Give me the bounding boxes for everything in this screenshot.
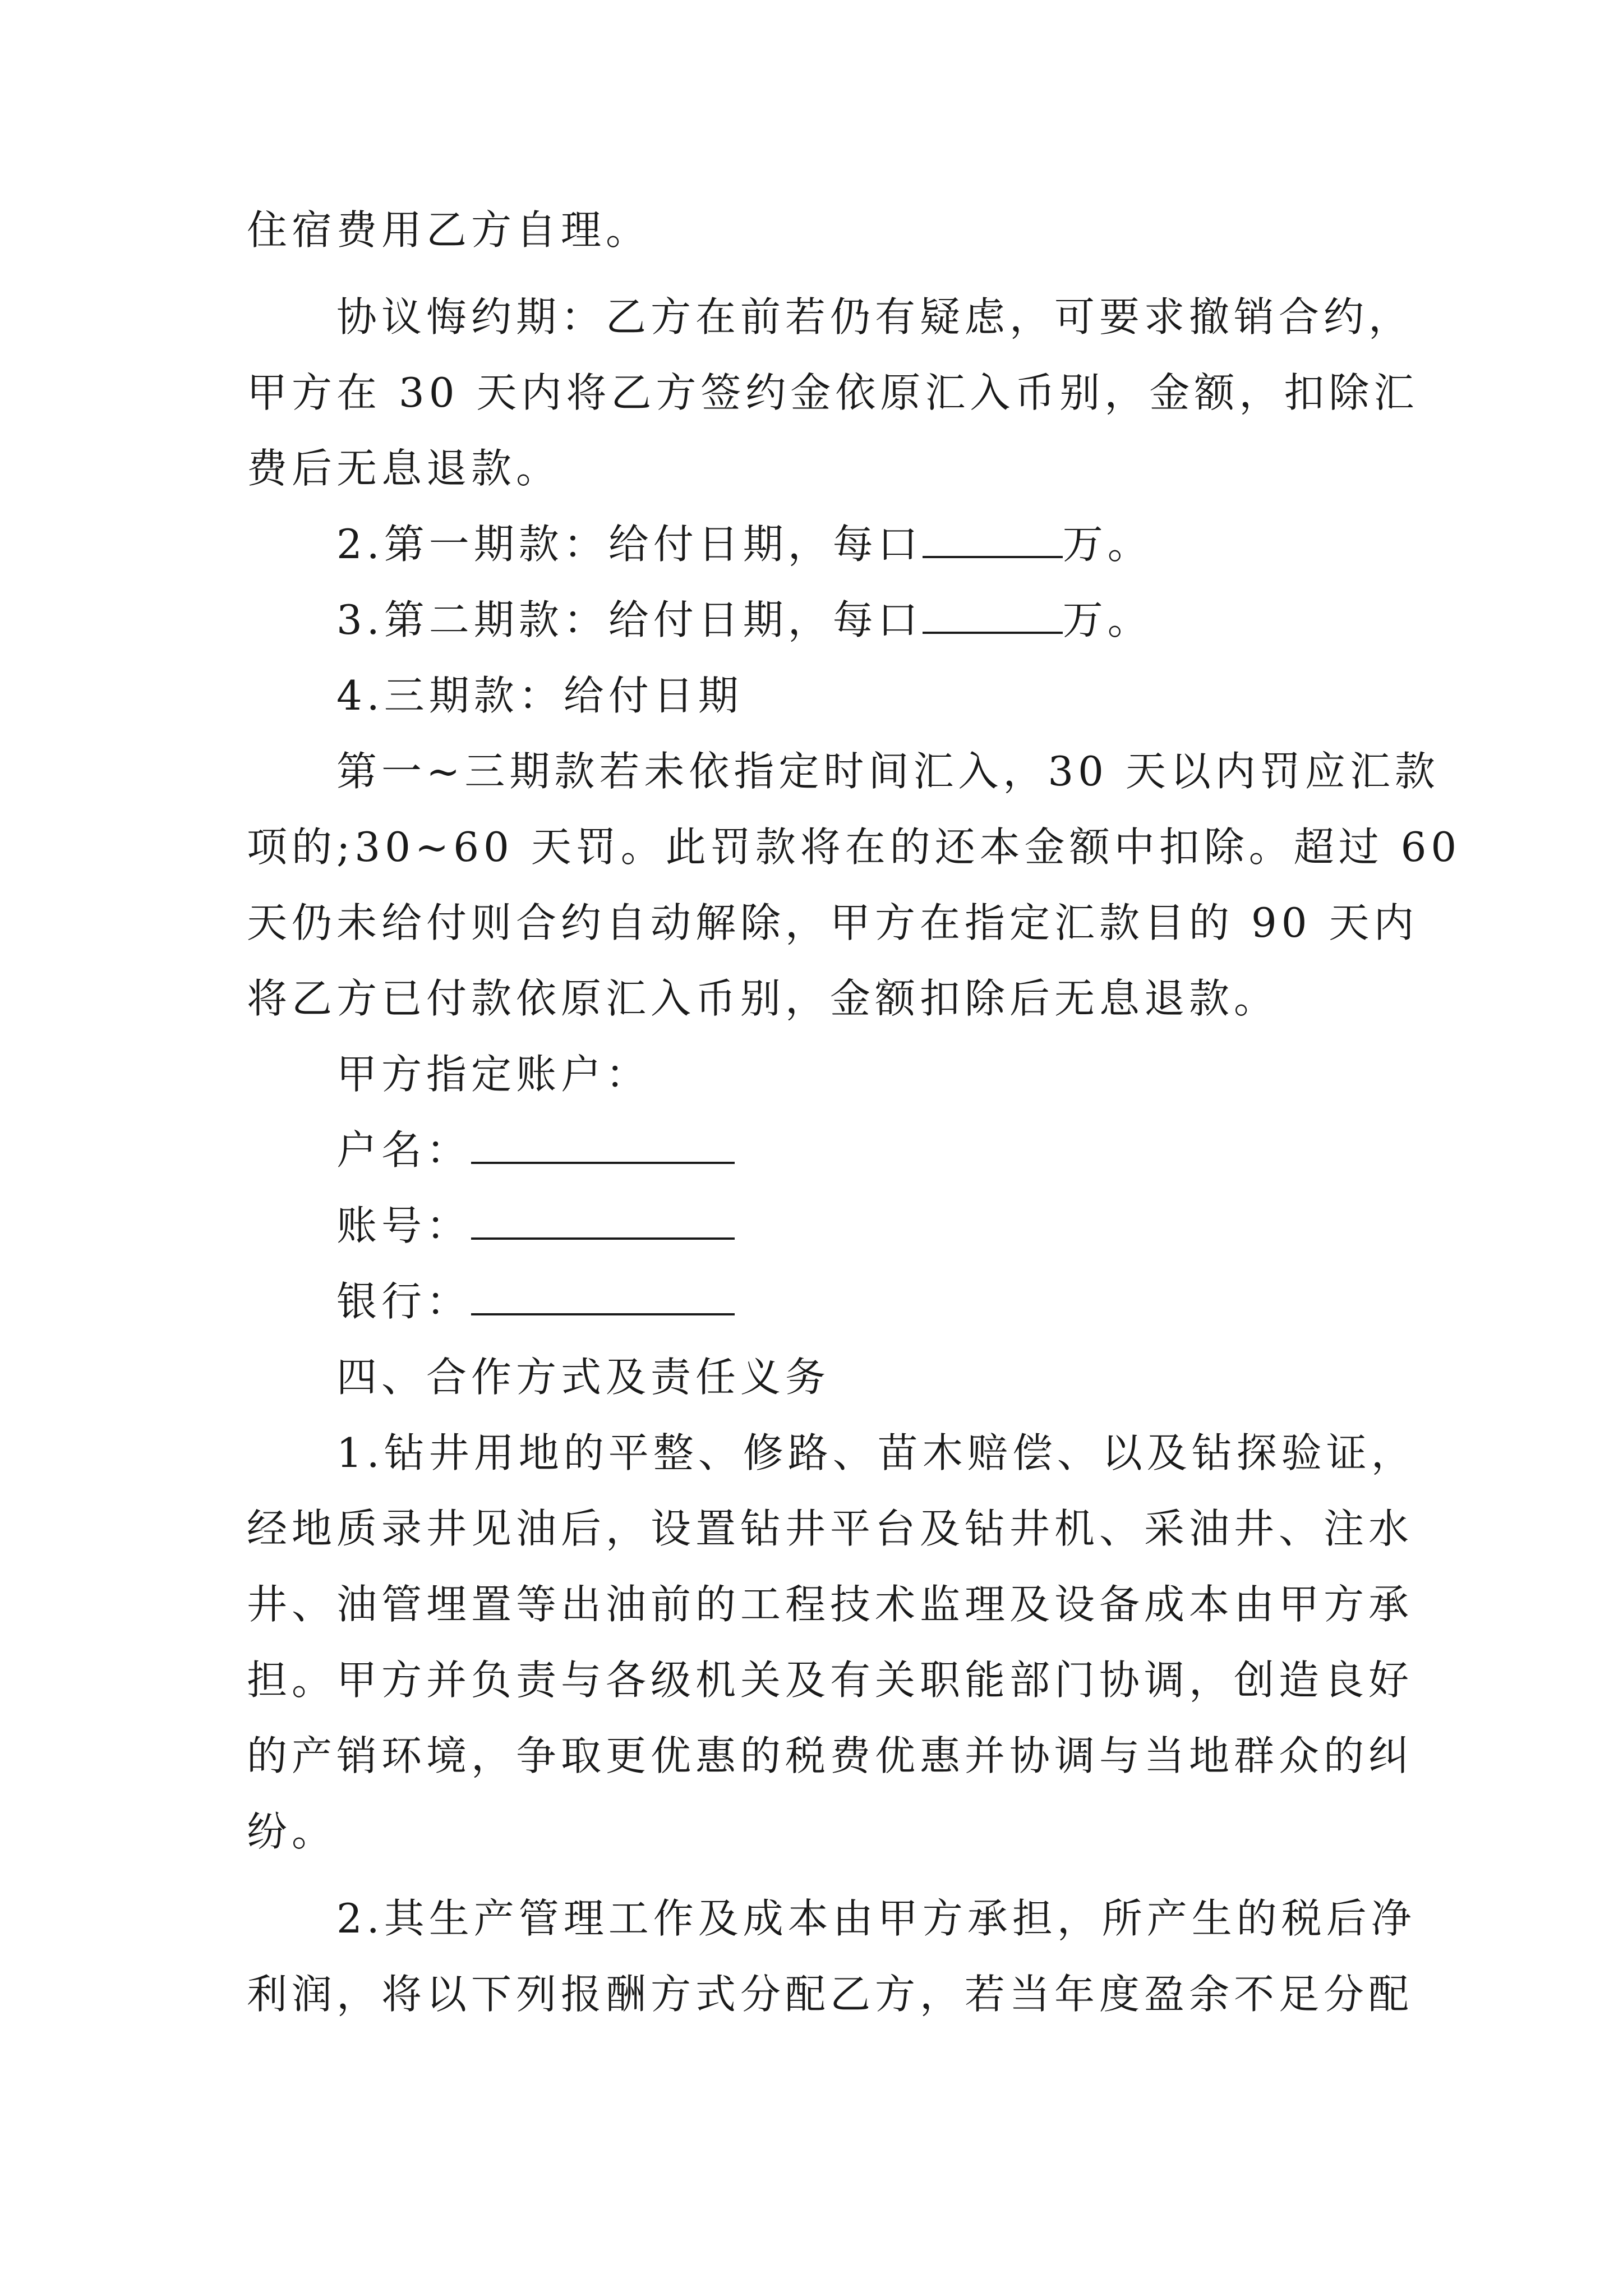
second-installment-blank — [923, 598, 1063, 634]
clause-rescission-period: 协议悔约期：乙方在前若仍有疑虑，可要求撤销合约， — [336, 293, 1414, 341]
late-payment-clause: 第一~三期款若未依指定时间汇入，30 天以内罚应汇款 — [336, 748, 1440, 795]
designated-account-heading: 甲方指定账户： — [336, 1051, 651, 1098]
text-line: 担。甲方并负责与各级机关及有关职能部门协调，创造良好 — [247, 1657, 1414, 1704]
account-number-row — [336, 1198, 735, 1254]
text-line: 项的;30~60 天罚。此罚款将在的还本金额中扣除。超过 60 — [247, 823, 1461, 871]
first-installment-blank — [923, 522, 1063, 558]
text-line: 住宿费用乙方自理。 — [247, 206, 651, 254]
first-installment-unit: 万。 — [1062, 521, 1152, 568]
account-number-label: 账号： — [336, 1202, 472, 1249]
text-line: 费后无息退款。 — [247, 445, 561, 492]
bank-label: 银行： — [336, 1278, 472, 1325]
text-line: 纷。 — [247, 1808, 337, 1855]
second-installment-unit: 万。 — [1062, 596, 1152, 643]
text-line: 甲方在 30 天内将乙方签约金依原汇入币别，金额，扣除汇 — [247, 369, 1419, 416]
text-line: 经地质录井见油后，设置钻井平台及钻井机、采油井、注水 — [247, 1505, 1414, 1552]
text-line: 的产销环境，争取更优惠的税费优惠并协调与当地群众的纠 — [247, 1732, 1414, 1779]
third-installment: 4.三期款：给付日期 — [336, 672, 743, 719]
text-line: 天仍未给付则合约自动解除，甲方在指定汇款目的 90 天内 — [247, 899, 1419, 946]
bank-blank — [471, 1280, 735, 1315]
section-heading: 四、合作方式及责任义务 — [336, 1354, 831, 1401]
bank-row — [336, 1273, 735, 1329]
second-installment — [336, 592, 1152, 648]
first-installment — [336, 516, 1152, 572]
account-name-blank — [471, 1128, 735, 1164]
second-installment-label: 3.第二期款：给付日期，每口 — [336, 596, 923, 643]
text-line: 利润，将以下列报酬方式分配乙方，若当年度盈余不足分配 — [247, 1971, 1414, 2018]
text-line: 井、油管埋置等出油前的工程技术监理及设备成本由甲方承 — [247, 1581, 1414, 1628]
first-installment-label: 2.第一期款：给付日期，每口 — [336, 521, 923, 568]
text-line: 将乙方已付款依原汇入币别，金额扣除后无息退款。 — [247, 975, 1279, 1022]
responsibility-clause-2: 2.其生产管理工作及成本由甲方承担，所产生的税后净 — [336, 1895, 1416, 1942]
account-name-row — [336, 1122, 735, 1178]
account-name-label: 户名： — [336, 1126, 472, 1174]
account-number-blank — [471, 1204, 735, 1240]
responsibility-clause-1: 1.钻井用地的平整、修路、苗木赔偿、以及钻探验证， — [336, 1429, 1416, 1476]
